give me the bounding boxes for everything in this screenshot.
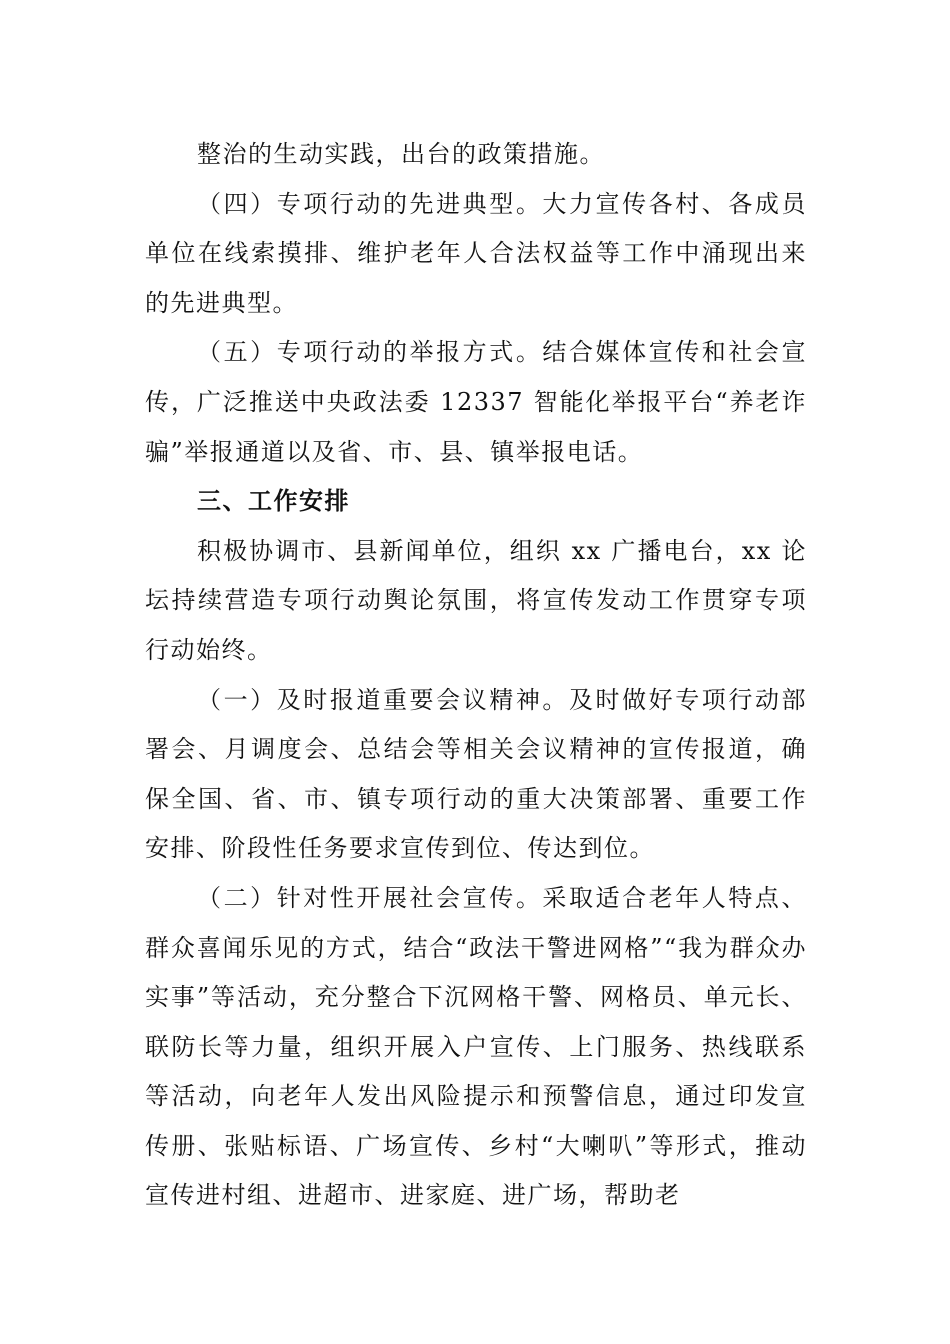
paragraph-continuation xyxy=(145,130,807,180)
paragraph-text: 大力宣传各村、各成员单位在线索摸排、维护老年人合法权益等工作中涌现出来的先进典型。 xyxy=(145,189,808,317)
paragraph-item-1 xyxy=(145,676,807,874)
paragraph-text: 采取适合老年人特点、群众喜闻乐见的方式，结合“政法干警进网格”“我为群众办实事”等活动，充分整合下沉网格干警、网格员、单元长、联防长等力量，组织开展入户宣传、上门服务、热线联系等活动，向老年人发出风险提示和预警信息，通过印发宣传册、张贴标语、广场宣传、乡村“大喇叭”等形式，推动宣传进村组、进超市、进家庭、进广场，帮助老 xyxy=(145,883,808,1210)
paragraph-lead: （五）专项行动的举报方式。 xyxy=(197,338,543,367)
paragraph-item-4 xyxy=(145,180,807,329)
paragraph-text: 整治的生动实践，出台的政策措施。 xyxy=(197,140,605,168)
paragraph-text: 积极协调市、县新闻单位，组织 xx 广播电台，xx 论坛持续营造专项行动舆论氛围，将宣传发动工作贯穿专项行动始终。 xyxy=(145,536,807,664)
paragraph-lead: （一）及时报道重要会议精神。 xyxy=(197,685,569,714)
paragraph-item-5 xyxy=(145,328,807,477)
paragraph-lead: （四）专项行动的先进典型。 xyxy=(197,189,543,218)
paragraph-item-2 xyxy=(145,874,807,1221)
section-heading: 三、工作安排 xyxy=(197,487,350,516)
paragraph-body xyxy=(145,527,807,676)
paragraph-lead: （二）针对性开展社会宣传。 xyxy=(197,883,543,912)
paragraph-text: 结合媒体宣传和社会宣传，广泛推送中央政法委 12337 智能化举报平台“养老诈骗”举报通道以及省、市、县、镇举报电话。 xyxy=(145,338,808,466)
paragraph-text: 及时做好专项行动部署会、月调度会、总结会等相关会议精神的宣传报道，确保全国、省、市、镇专项行动的重大决策部署、重要工作安排、阶段性任务要求宣传到位、传达到位。 xyxy=(145,685,808,863)
document-body xyxy=(145,130,807,1221)
